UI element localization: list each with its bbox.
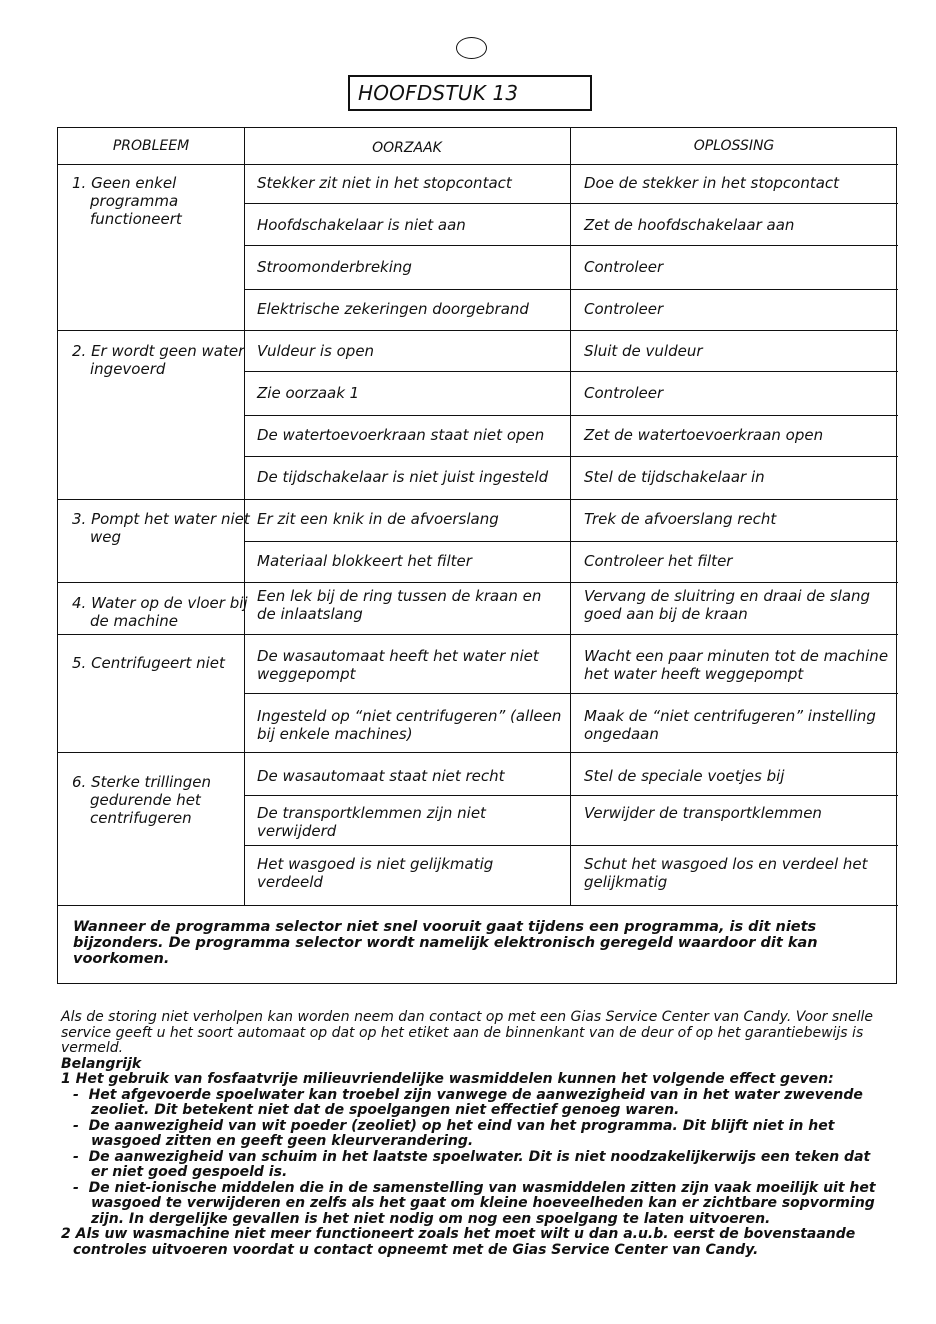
cause-cell: Stroomonderbreking <box>257 258 412 276</box>
row-divider <box>244 795 898 796</box>
bullet-item <box>61 1119 891 1150</box>
footer-intro: Als de storing niet verholpen kan worden neem dan contact op met een Gias Service Center van Candy. Voor snelle service geeft u het soort automaat op dat op het etiket aan de binnenkant van de deur of op het garantiebewijs is vermeld. <box>61 1009 874 1056</box>
solution-cell: Controleer <box>584 384 664 402</box>
bullet-marker: - <box>73 1148 79 1165</box>
group-divider <box>58 752 898 753</box>
bullet-item <box>61 1181 891 1228</box>
solution-cell: Zet de watertoevoerkraan open <box>584 426 824 444</box>
important-heading: Belangrijk <box>61 1055 142 1072</box>
solution-cell: Vervang de sluitring en draai de slang goed aan bij de kraan <box>584 587 871 623</box>
solution-cell: Controleer <box>584 258 664 276</box>
group-divider <box>58 330 898 331</box>
group-divider <box>58 499 898 500</box>
row-divider <box>244 845 898 846</box>
problem-6: 6. Sterke trillingen gedurende het centrifugeren <box>72 773 212 827</box>
bullet-text: De niet-ionische middelen die in de samenstelling van wasmiddelen zitten zijn vaak moeilijk uit het wasgoed te verwijderen en zelfs als het gaat om kleine hoeveelheden kan er zichtbare sopvorming zijn. In dergelijke gevallen is het niet nodig om nog een spoelgang te laten uitvoeren. <box>88 1179 876 1227</box>
cause-cell: De transportklemmen zijn niet verwijderd <box>257 804 486 840</box>
row-divider <box>244 541 898 542</box>
cause-cell: Er zit een knik in de afvoerslang <box>257 510 499 528</box>
cause-cell: Elektrische zekeringen doorgebrand <box>257 300 529 318</box>
group-divider <box>58 634 898 635</box>
point-1: 1 Het gebruik van fosfaatvrije milieuvriendelijke wasmiddelen kunnen het volgende effect geven: <box>61 1071 834 1087</box>
solution-cell: Doe de stekker in het stopcontact <box>584 174 840 192</box>
cause-cell: Een lek bij de ring tussen de kraan en de inlaatslang <box>257 587 542 623</box>
bullet-text: De aanwezigheid van wit poeder (zeoliet) op het eind van het programma. Dit blijft niet in het wasgoed zitten en geeft geen kleurverandering. <box>88 1117 835 1149</box>
row-divider <box>244 693 898 694</box>
solution-cell: Zet de hoofdschakelaar aan <box>584 216 795 234</box>
solution-cell: Maak de “niet centrifugeren” instelling ongedaan <box>584 707 876 743</box>
point-2: 2 Als uw wasmachine niet meer functioneert zoals het moet wilt u dan a.u.b. eerst de bovenstaande controles uitvoeren voordat u contact opneemt met de Gias Service Center van Candy. <box>61 1226 856 1258</box>
cause-cell: De tijdschakelaar is niet juist ingesteld <box>257 468 549 486</box>
cause-cell: De wasautomaat staat niet recht <box>257 767 505 785</box>
solution-cell: Schut het wasgoed los en verdeel het gelijkmatig <box>584 855 868 891</box>
cause-cell: Zie oorzaak 1 <box>257 384 360 402</box>
bullet-marker: - <box>73 1117 79 1134</box>
chapter-title: HOOFDSTUK 13 <box>348 75 592 111</box>
cause-cell: Materiaal blokkeert het filter <box>257 552 472 570</box>
bullet-text: De aanwezigheid van schuim in het laatste spoelwater. Dit is niet noodzakelijkerwijs een teken dat er niet goed gespoeld is. <box>88 1148 871 1180</box>
solution-cell: Trek de afvoerslang recht <box>584 510 777 528</box>
group-divider <box>58 582 898 583</box>
row-divider <box>244 371 898 372</box>
cause-cell: Hoofdschakelaar is niet aan <box>257 216 466 234</box>
bullet-text: Het afgevoerde spoelwater kan troebel zijn vanwege de aanwezigheid van in het water zwevende zeoliet. Dit betekent niet dat de spoelgangen niet effectief genoeg waren. <box>88 1086 863 1118</box>
bullet-marker: - <box>73 1086 79 1103</box>
problem-2: 2. Er wordt geen water ingevoerd <box>72 342 245 378</box>
cause-cell: Vuldeur is open <box>257 342 375 360</box>
bullet-item <box>61 1150 891 1181</box>
row-divider <box>244 456 898 457</box>
problem-5: 5. Centrifugeert niet <box>72 654 225 672</box>
cause-cell: Stekker zit niet in het stopcontact <box>257 174 512 192</box>
solution-cell: Stel de speciale voetjes bij <box>584 767 785 785</box>
language-marker-oval <box>456 37 487 59</box>
cause-cell: De wasautomaat heeft het water niet weggepompt <box>257 647 539 683</box>
group-divider <box>58 905 898 906</box>
row-divider <box>244 415 898 416</box>
cause-cell: Het wasgoed is niet gelijkmatig verdeeld <box>257 855 494 891</box>
cause-cell: De watertoevoerkraan staat niet open <box>257 426 545 444</box>
troubleshooting-table <box>57 127 897 984</box>
header-oplossing: OPLOSSING <box>693 138 775 154</box>
solution-cell: Controleer <box>584 300 664 318</box>
header-oorzaak: OORZAAK <box>372 140 442 156</box>
cause-cell: Ingesteld op “niet centrifugeren” (alleen bij enkele machines) <box>257 707 562 743</box>
row-divider <box>244 203 898 204</box>
solution-cell: Verwijder de transportklemmen <box>584 804 822 822</box>
footer-text <box>61 1010 891 1258</box>
solution-cell: Stel de tijdschakelaar in <box>584 468 765 486</box>
selector-note: Wanneer de programma selector niet snel vooruit gaat tijdens een programma, is dit niets bijzonders. De programma selector wordt namelijk elektronisch geregeld waardoor dit kan voorkomen. <box>73 919 818 967</box>
problem-4: 4. Water op de vloer bij de machine <box>72 594 248 630</box>
header-divider <box>58 164 898 165</box>
solution-cell: Sluit de vuldeur <box>584 342 703 360</box>
header-probleem: PROBLEEM <box>112 138 190 154</box>
problem-3: 3. Pompt het water niet weg <box>72 510 250 546</box>
solution-cell: Wacht een paar minuten tot de machine het water heeft weggepompt <box>584 647 889 683</box>
row-divider <box>244 289 898 290</box>
row-divider <box>244 245 898 246</box>
problem-1: 1. Geen enkel programma functioneert <box>72 174 182 228</box>
bullet-item <box>61 1088 891 1119</box>
bullet-marker: - <box>73 1179 79 1196</box>
solution-cell: Controleer het filter <box>584 552 733 570</box>
